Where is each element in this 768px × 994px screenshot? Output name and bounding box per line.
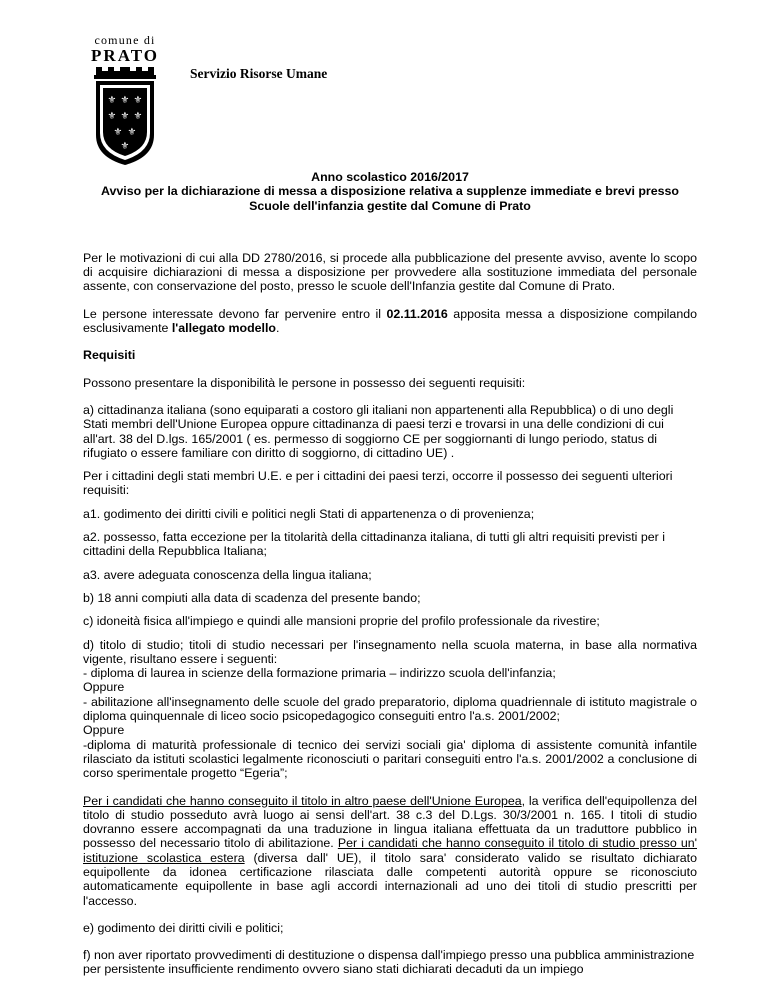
logo-comune-di: comune di <box>94 33 156 47</box>
logo-prato: PRATO <box>91 46 159 65</box>
per-cittadini: Per i cittadini degli stati membri U.E. e per i cittadini dei paesi terzi, occorre il possesso dei seguenti ulteriori requisiti: <box>83 469 673 498</box>
req-d-option-3: -diploma di maturità professionale di tecnico dei servizi sociali gia' diploma di assistente comunità infantile rilasciato da istituti scolastici legalmente riconosciuti o paritari conseguiti entro l'a.s. 2001/2002 a conclusione di corso sperimentale progetto “Egeria”; <box>83 737 697 781</box>
deadline-text-before: Le persone interessate devono far pervenire entro il <box>83 306 387 321</box>
svg-text:⚜: ⚜ <box>107 111 117 122</box>
comune-logo <box>84 34 166 169</box>
req-a2: a2. possesso, fatta eccezione per la titolarità della cittadinanza italiana, di tutti gli altri requisiti previsti per i cittadini della Repubblica Italiana; <box>83 530 665 559</box>
title-line-2: Avviso per la dichiarazione di messa a disposizione relativa a supplenze immediate e brevi presso <box>101 184 679 199</box>
estero-paragraph <box>83 794 697 908</box>
deadline-text-after: . <box>276 321 280 336</box>
req-e: e) godimento dei diritti civili e politici; <box>83 920 284 935</box>
svg-text:⚜: ⚜ <box>127 127 137 138</box>
deadline-date: 02.11.2016 <box>386 306 448 321</box>
title-line-1: Anno scolastico 2016/2017 <box>311 170 469 184</box>
svg-text:⚜: ⚜ <box>133 111 143 122</box>
req-d-intro: d) titolo di studio; titoli di studio necessari per l'insegnamento nella scuola materna, in base alla normativa vigente, risultano essere i seguenti: <box>83 637 697 666</box>
title-line-3: Scuole dell'infanzia gestite dal Comune di Prato <box>249 198 531 213</box>
req-b: b) 18 anni compiuti alla data di scadenza del presente bando; <box>83 590 421 605</box>
estero-extra-ue-text: (diversa dall' UE), il titolo sara' considerato valido se risultato dichiarato equipollente da idonea certificazione rilasciata dalle competenti autorità oppure se riconosciuto automaticamente equipollente in base agli accordi internazionali ad uno dei titoli di studio prescritti per l'accesso. <box>83 850 698 908</box>
req-a3: a3. avere adeguata conoscenza della lingua italiana; <box>83 567 372 582</box>
svg-text:⚜: ⚜ <box>133 95 143 106</box>
svg-text:⚜: ⚜ <box>120 95 130 106</box>
req-d-oppure-1: Oppure <box>83 680 125 695</box>
req-c: c) idoneità fisica all'impiego e quindi alle mansioni proprie del profilo professionale da rivestire; <box>83 614 600 629</box>
svg-text:⚜: ⚜ <box>113 127 123 138</box>
document-body <box>83 170 697 977</box>
service-title: Servizio Risorse Umane <box>190 66 328 81</box>
requisiti-heading <box>83 348 697 362</box>
requisiti-heading-text: Requisiti <box>83 348 136 363</box>
city-crest-icon <box>90 65 160 169</box>
deadline-text-middle: apposita messa a disposizione compilando esclusivamente <box>83 306 697 336</box>
svg-text:⚜: ⚜ <box>120 111 130 122</box>
document-title <box>83 170 697 213</box>
estero-ue-text: , la verifica dell'equipollenza del titolo di studio posseduto avrà luogo ai sensi dell'art. 38 c.3 del D.Lgs. 30/3/2001 n. 165. I titoli di studio dovranno essere accompagnati da una traduzione in lingua italiana effettuata da un traduttore pubblico in possesso del necessario titolo di abilitazione. <box>83 793 697 851</box>
svg-text:⚜: ⚜ <box>107 95 117 106</box>
req-d <box>83 638 697 781</box>
svg-text:⚜: ⚜ <box>120 141 130 152</box>
req-f: f) non aver riportato provvedimenti di destituzione o dispensa dall'impiego presso una pubblica amministrazione per persistente insufficiente rendimento ovvero siano stati dichiarati decaduti da un impiego <box>83 948 695 977</box>
req-d-oppure-2: Oppure <box>83 723 125 738</box>
intro-paragraph: Per le motivazioni di cui alla DD 2780/2016, si procede alla pubblicazione del presente avviso, avente lo scopo di acquisire dichiarazioni di messa a disposizione per provvedere alla sostituzione immediata del personale assente, con conservazione del posto, presso le scuole dell'Infanzia gestite dal Comune di Prato. <box>83 250 697 294</box>
estero-extra-ue-underlined: Per i candidati che hanno conseguito il titolo di studio presso un' istituzione scolastica estera <box>83 836 697 865</box>
req-a: a) cittadinanza italiana (sono equiparati a costoro gli italiani non appartenenti alla Repubblica) o di uno degli Stati membri dell'Unione Europea oppure cittadinanza di paesi terzi e trovarsi in una delle condizioni di cui all'art. 38 del D.lgs. 165/2001 ( es. permesso di soggiorno CE per soggiornanti di lungo periodo, status di rifugiato o essere familiare con diritto di soggiorno, di cittadino UE) . <box>83 402 674 460</box>
possono-paragraph: Possono presentare la disponibilità le persone in possesso dei seguenti requisiti: <box>83 375 526 390</box>
req-d-option-2: - abilitazione all'insegnamento delle scuole del grado preparatorio, diploma quadriennale di istituto magistrale o diploma quinquennale di liceo socio psicopedagogico conseguiti entro l'a.s. 2001/2002; <box>83 694 697 724</box>
req-d-option-1: - diploma di laurea in scienze della formazione primaria – indirizzo scuola dell'infanzia; <box>83 666 556 681</box>
req-a1: a1. godimento dei diritti civili e politici negli Stati di appartenenza o di provenienza; <box>83 506 535 521</box>
estero-ue-underlined: Per i candidati che hanno conseguito il titolo in altro paese dell'Unione Europea <box>83 793 522 808</box>
deadline-modello: l'allegato modello <box>171 321 276 336</box>
deadline-paragraph <box>83 307 697 336</box>
